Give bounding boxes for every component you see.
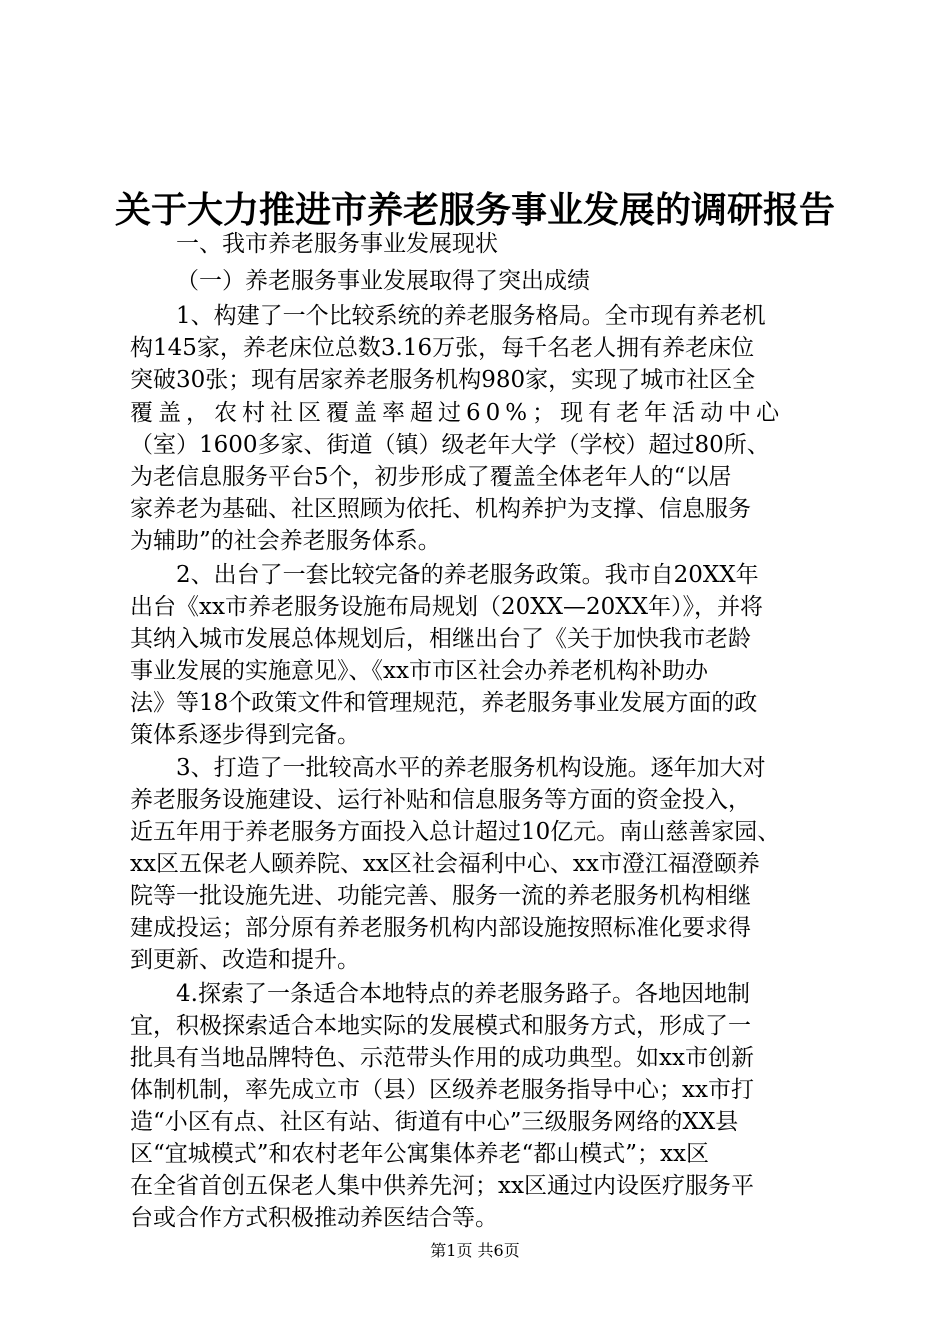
paragraph-line: 台或合作方式积极推动养医结合等。 — [130, 1205, 498, 1231]
paragraph-line: （室）1600多家、街道（镇）级老年大学（学校）超过80所、 — [130, 432, 770, 458]
subsection-heading: （一）养老服务事业发展取得了突出成绩 — [176, 268, 590, 294]
paragraph-line: 体制机制，率先成立市（县）区级养老服务指导中心；xx市打 — [130, 1077, 754, 1103]
paragraph-line: 建成投运；部分原有养老服务机构内部设施按照标准化要求得 — [130, 915, 751, 941]
paragraph-line: 造“小区有点、社区有站、街道有中心”三级服务网络的XX县 — [130, 1109, 739, 1135]
paragraph-line: xx区五保老人颐养院、xx区社会福利中心、xx市澄江福澄颐养 — [130, 851, 760, 877]
paragraph-line: 批具有当地品牌特色、示范带头作用的成功典型。如xx市创新 — [130, 1045, 754, 1071]
paragraph-line: 院等一批设施先进、功能完善、服务一流的养老服务机构相继 — [130, 883, 751, 909]
paragraph-line: 为辅助”的社会养老服务体系。 — [130, 528, 441, 554]
paragraph-line: 法》等18个政策文件和管理规范，养老服务事业发展方面的政 — [130, 690, 758, 716]
section-heading: 一、我市养老服务事业发展现状 — [176, 231, 498, 257]
paragraph-line: 策体系逐步得到完备。 — [130, 722, 360, 748]
paragraph-line: 养老服务设施建设、运行补贴和信息服务等方面的资金投入， — [130, 787, 751, 813]
paragraph-line: 其纳入城市发展总体规划后，相继出台了《关于加快我市老龄 — [130, 626, 751, 652]
paragraph-line: 家养老为基础、社区照顾为依托、机构养护为支撑、信息服务 — [130, 496, 751, 522]
page-number-footer: 第1页 共6页 — [430, 1241, 520, 1260]
paragraph-line: 构145家，养老床位总数3.16万张，每千名老人拥有养老床位 — [130, 335, 755, 361]
paragraph-line: 4.探索了一条适合本地特点的养老服务路子。各地因地制 — [176, 981, 750, 1007]
paragraph-line: 出台《xx市养老服务设施布局规划（20XX—20XX年）》，并将 — [130, 594, 763, 620]
paragraph-line: 3、打造了一批较高水平的养老服务机构设施。逐年加大对 — [176, 755, 766, 781]
document-title: 关于大力推进市养老服务事业发展的调研报告 — [114, 189, 835, 231]
paragraph-line: 区“宜城模式”和农村老年公寓集体养老“都山模式”；xx区 — [130, 1141, 709, 1167]
paragraph-line: 事业发展的实施意见》、《xx市市区社会办养老机构补助办 — [130, 658, 708, 684]
paragraph-line: 在全省首创五保老人集中供养先河；xx区通过内设医疗服务平 — [130, 1173, 754, 1199]
paragraph-line: 宜，积极探索适合本地实际的发展模式和服务方式，形成了一 — [130, 1013, 751, 1039]
paragraph-line: 为老信息服务平台5个，初步形成了覆盖全体老年人的“以居 — [130, 464, 732, 490]
paragraph-line: 2、出台了一套比较完备的养老服务政策。我市自20XX年 — [176, 562, 759, 588]
paragraph-line: 覆盖，农村社区覆盖率超过60%；现有老年活动中心 — [130, 400, 785, 426]
paragraph-line: 突破30张；现有居家养老服务机构980家，实现了城市社区全 — [130, 367, 756, 393]
paragraph-line: 到更新、改造和提升。 — [130, 947, 360, 973]
paragraph-line: 1、构建了一个比较系统的养老服务格局。全市现有养老机 — [176, 303, 766, 329]
paragraph-line: 近五年用于养老服务方面投入总计超过10亿元。南山慈善家园、 — [130, 819, 781, 845]
